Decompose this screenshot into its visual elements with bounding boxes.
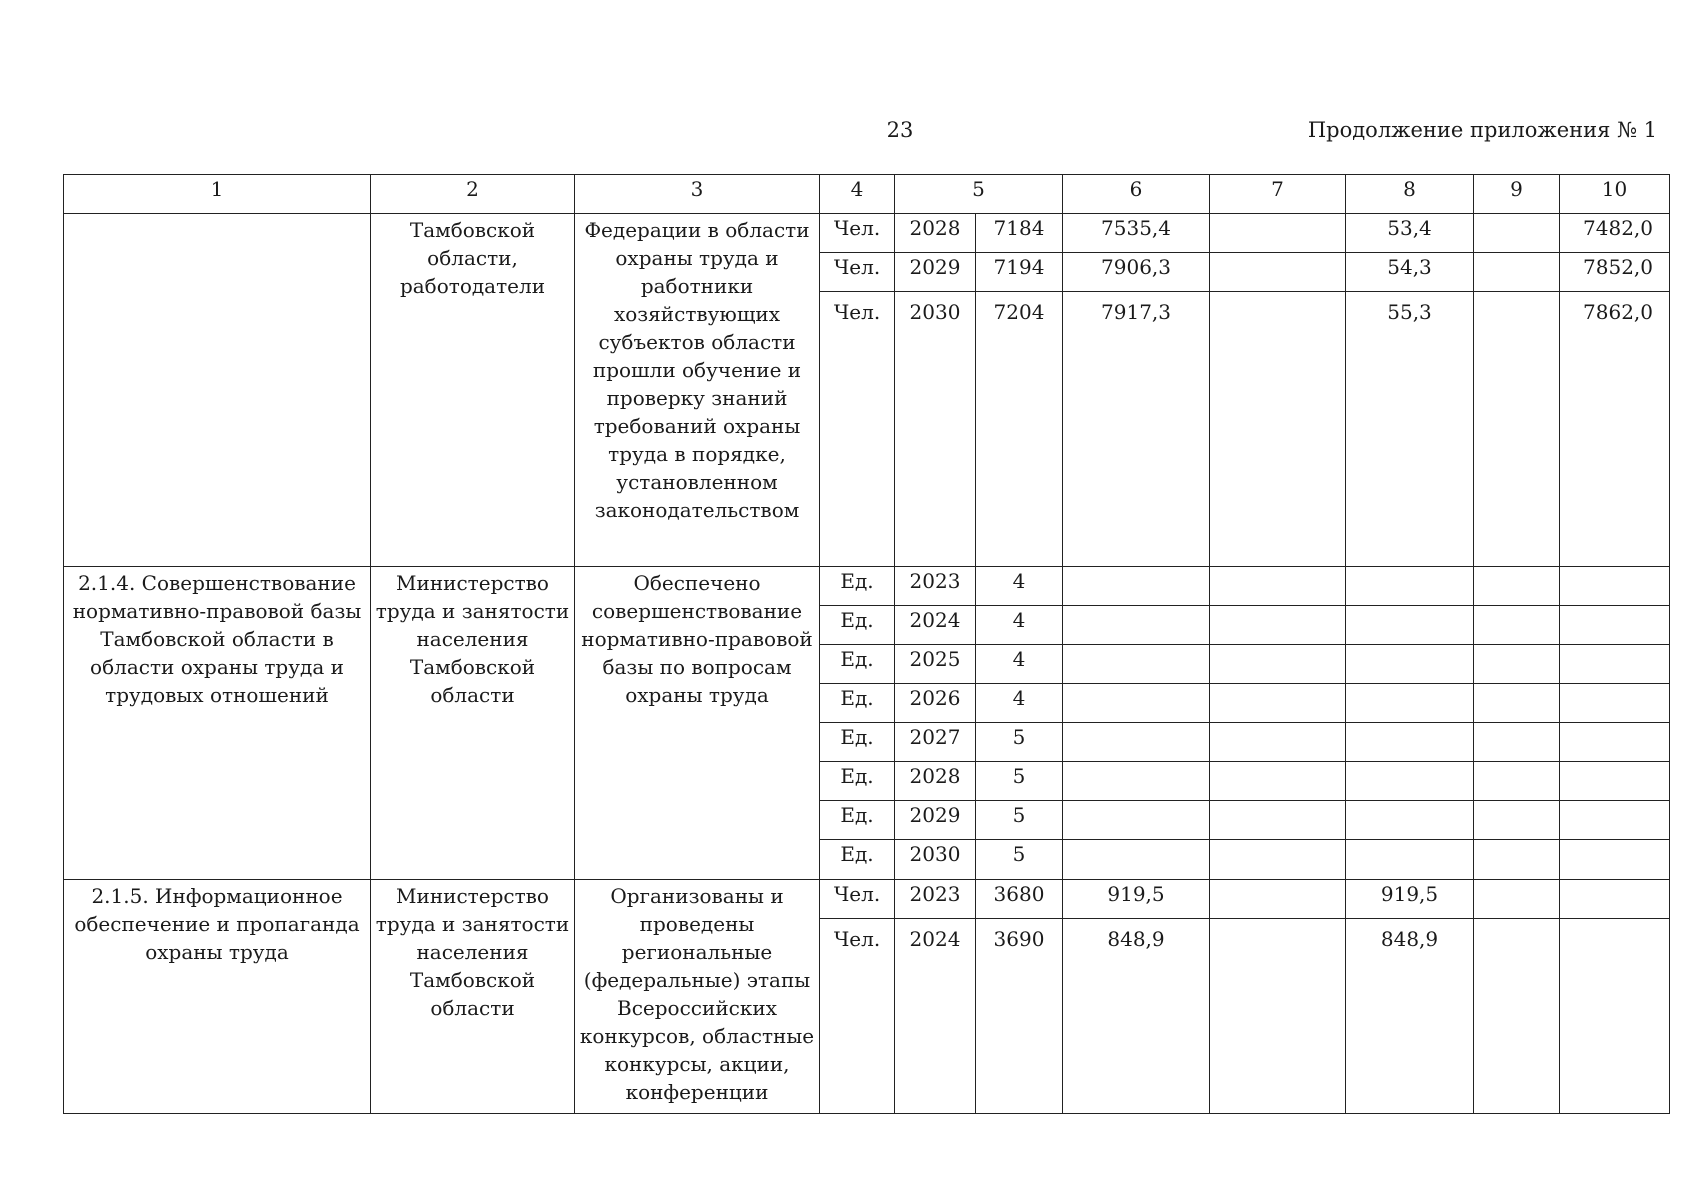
value-cell: 7184: [976, 214, 1063, 253]
table-row: [64, 214, 1670, 253]
value-cell: 4: [976, 684, 1063, 723]
value-cell: 5: [976, 840, 1063, 880]
year-cell: 2029: [895, 801, 976, 840]
activity-cell: 2.1.5. Информационное обеспечение и пропаганда охраны труда: [64, 880, 371, 1114]
unit-cell: Ед.: [820, 723, 895, 762]
activity-cell: 2.1.4. Совершенствование нормативно-правовой базы Тамбовской области в области охраны труда и трудовых отношений: [64, 567, 371, 880]
executor-cell: Тамбовской области, работодатели: [371, 214, 575, 567]
col7-cell: [1210, 919, 1346, 1114]
year-cell: 2029: [895, 253, 976, 292]
table-row: [64, 567, 1670, 606]
year-cell: 2030: [895, 292, 976, 567]
col10-cell: 7482,0: [1560, 214, 1670, 253]
activity-cell: [64, 214, 371, 567]
unit-cell: Ед.: [820, 801, 895, 840]
col9-cell: [1474, 253, 1560, 292]
value-cell: 5: [976, 723, 1063, 762]
value-cell: 5: [976, 762, 1063, 801]
total-cell: 7917,3: [1063, 292, 1210, 567]
col9-cell: [1474, 919, 1560, 1114]
table-row: [64, 880, 1670, 919]
year-cell: 2026: [895, 684, 976, 723]
value-cell: 7194: [976, 253, 1063, 292]
value-cell: 4: [976, 567, 1063, 606]
col10-cell: [1560, 919, 1670, 1114]
year-cell: 2028: [895, 762, 976, 801]
col10-cell: 7852,0: [1560, 253, 1670, 292]
col7-cell: [1210, 292, 1346, 567]
col7-cell: [1210, 253, 1346, 292]
column-header: 7: [1210, 175, 1346, 214]
unit-cell: Ед.: [820, 645, 895, 684]
value-cell: 7204: [976, 292, 1063, 567]
result-cell: Обеспечено совершенствование нормативно-правовой базы по вопросам охраны труда: [575, 567, 820, 880]
year-cell: 2025: [895, 645, 976, 684]
year-cell: 2028: [895, 214, 976, 253]
executor-cell: Министерство труда и занятости населения Тамбовской области: [371, 567, 575, 880]
col8-cell: 55,3: [1346, 292, 1474, 567]
col9-cell: [1474, 292, 1560, 567]
col7-cell: [1210, 880, 1346, 919]
col8-cell: 54,3: [1346, 253, 1474, 292]
unit-cell: Ед.: [820, 606, 895, 645]
result-cell: Федерации в области охраны труда и работники хозяйствующих субъектов области прошли обучение и проверку знаний требований охраны труда в порядке, установленном законодательством: [575, 214, 820, 567]
col8-cell: 848,9: [1346, 919, 1474, 1114]
continuation-caption: Продолжение приложения № 1: [1307, 118, 1657, 142]
col8-cell: 919,5: [1346, 880, 1474, 919]
year-cell: 2023: [895, 880, 976, 919]
value-cell: 3690: [976, 919, 1063, 1114]
unit-cell: Ед.: [820, 840, 895, 880]
page-number: 23: [886, 118, 914, 142]
col10-cell: [1560, 880, 1670, 919]
column-header: 3: [575, 175, 820, 214]
year-cell: 2027: [895, 723, 976, 762]
result-cell: Организованы и проведены региональные (федеральные) этапы Всероссийских конкурсов, областные конкурсы, акции, конференции: [575, 880, 820, 1114]
total-cell: 848,9: [1063, 919, 1210, 1114]
year-cell: 2030: [895, 840, 976, 880]
column-header: 6: [1063, 175, 1210, 214]
column-header: 2: [371, 175, 575, 214]
total-cell: 7535,4: [1063, 214, 1210, 253]
unit-cell: Чел.: [820, 253, 895, 292]
unit-cell: Чел.: [820, 919, 895, 1114]
year-cell: 2024: [895, 606, 976, 645]
column-header: 10: [1560, 175, 1670, 214]
column-header: 8: [1346, 175, 1474, 214]
value-cell: 3680: [976, 880, 1063, 919]
column-header: 9: [1474, 175, 1560, 214]
value-cell: 4: [976, 606, 1063, 645]
column-header: 4: [820, 175, 895, 214]
value-cell: 5: [976, 801, 1063, 840]
year-cell: 2024: [895, 919, 976, 1114]
unit-cell: Чел.: [820, 880, 895, 919]
unit-cell: Чел.: [820, 292, 895, 567]
total-cell: 919,5: [1063, 880, 1210, 919]
unit-cell: Ед.: [820, 762, 895, 801]
col8-cell: 53,4: [1346, 214, 1474, 253]
unit-cell: Ед.: [820, 684, 895, 723]
unit-cell: Ед.: [820, 567, 895, 606]
unit-cell: Чел.: [820, 214, 895, 253]
executor-cell: Министерство труда и занятости населения Тамбовской области: [371, 880, 575, 1114]
col7-cell: [1210, 214, 1346, 253]
total-cell: 7906,3: [1063, 253, 1210, 292]
col9-cell: [1474, 214, 1560, 253]
col9-cell: [1474, 880, 1560, 919]
column-header: 5: [895, 175, 1063, 214]
col10-cell: 7862,0: [1560, 292, 1670, 567]
column-number-row: [64, 175, 1670, 214]
program-table: [63, 174, 1670, 1114]
value-cell: 4: [976, 645, 1063, 684]
column-header: 1: [64, 175, 371, 214]
year-cell: 2023: [895, 567, 976, 606]
